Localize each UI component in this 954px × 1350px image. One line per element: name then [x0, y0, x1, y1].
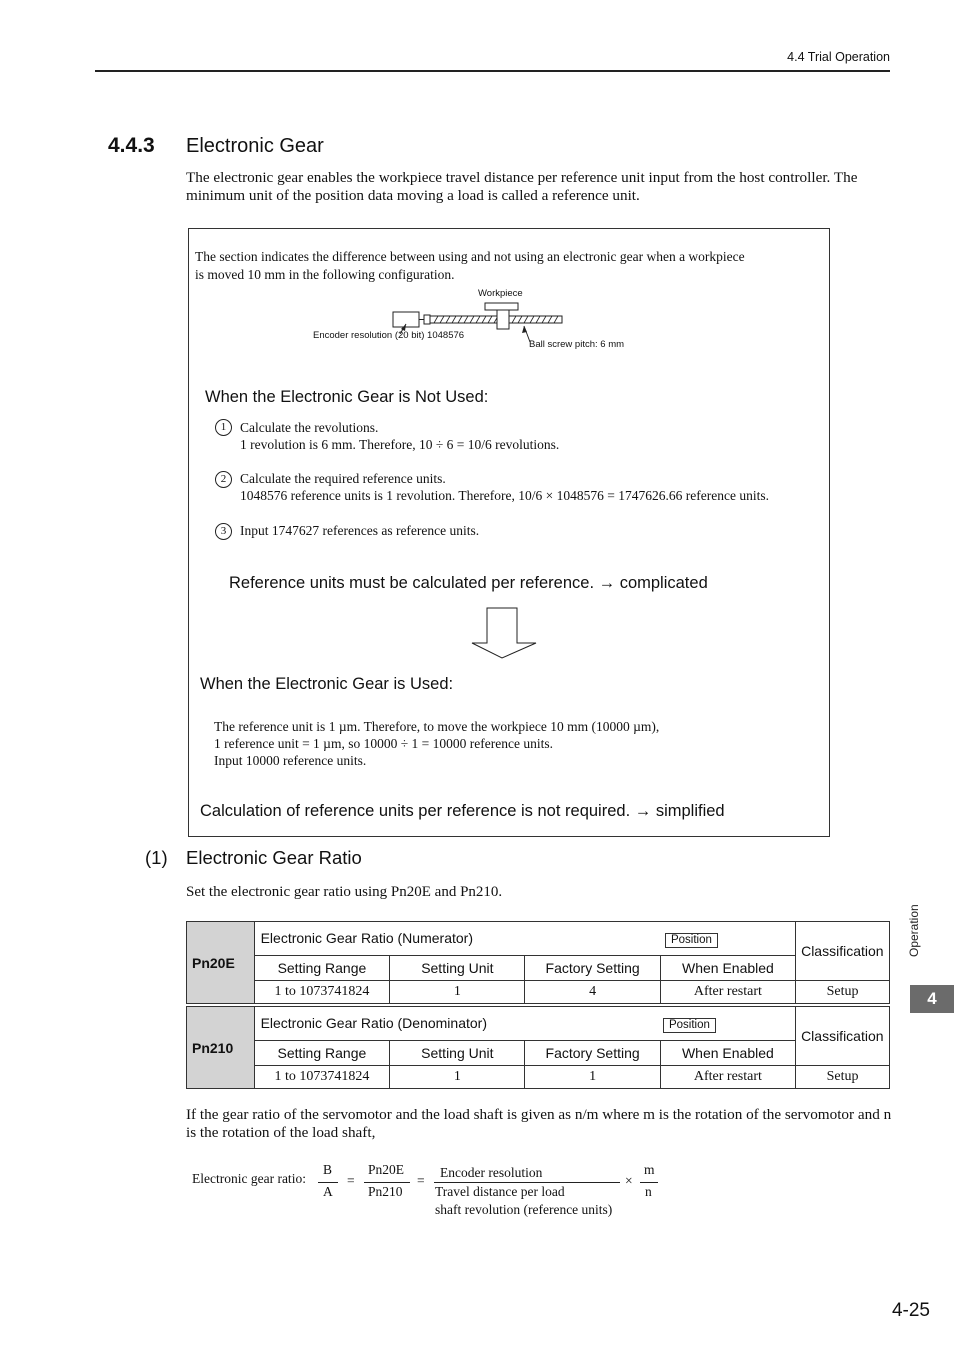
- step-2-text: [240, 470, 769, 504]
- value-setting-range: 1 to 1073741824: [254, 1066, 390, 1089]
- coupling-shape: [424, 315, 430, 324]
- header-setting-range: Setting Range: [254, 956, 390, 981]
- section-number: 4.4.3: [108, 134, 155, 157]
- used-text: [214, 718, 659, 769]
- formula-pn210: Pn210: [368, 1184, 403, 1199]
- used-line3: Input 10000 reference units.: [214, 753, 367, 768]
- classification-label: Classification: [796, 922, 890, 981]
- page-number: 4-25: [891, 1300, 930, 1321]
- used-heading: When the Electronic Gear is Used:: [200, 675, 454, 693]
- used-callout: Calculation of reference units per reference is not required. → simplified: [200, 802, 725, 820]
- step-3-number: 3: [215, 523, 232, 540]
- position-badge: Position: [665, 933, 718, 948]
- header-setting-unit: Setting Unit: [390, 956, 525, 981]
- value-classification: Setup: [796, 1066, 890, 1089]
- gear-ratio-explanation: If the gear ratio of the servomotor and the load shaft is given as n/m where m is the rotation of the servomotor and n is the rotation of the load shaft,: [186, 1106, 892, 1141]
- param-name: Electronic Gear Ratio (Numerator): [260, 929, 473, 946]
- header-when-enabled: When Enabled: [660, 1041, 795, 1066]
- position-badge: Position: [663, 1018, 716, 1033]
- header-setting-unit: Setting Unit: [390, 1041, 525, 1066]
- formula-eq-2: =: [417, 1173, 425, 1188]
- step-2-line2: 1048576 reference units is 1 revolution. Therefore, 10/6 × 1048576 = 1747626.66 reference units.: [240, 488, 769, 503]
- formula-n: n: [645, 1184, 652, 1199]
- step-2-number: 2: [215, 471, 232, 488]
- header-rule: [95, 70, 890, 72]
- running-header: 4.4 Trial Operation: [787, 50, 890, 64]
- param-table-pn20e: [186, 921, 890, 1004]
- subsection-number: (1): [145, 847, 168, 868]
- fraction-bar-ba: [318, 1182, 338, 1183]
- header-setting-range: Setting Range: [254, 1041, 390, 1066]
- step-1-line1: Calculate the revolutions.: [240, 420, 379, 435]
- step-2-line1: Calculate the required reference units.: [240, 471, 446, 486]
- workpiece-label: Workpiece: [478, 288, 523, 299]
- down-arrow-icon: [470, 606, 542, 662]
- subsection-title: Electronic Gear Ratio: [186, 847, 362, 868]
- pitch-label: Ball screw pitch: 6 mm: [529, 339, 625, 350]
- param-code: Pn20E: [187, 922, 255, 1004]
- pitch-arrowhead: [522, 326, 527, 333]
- encoder-label: Encoder resolution (20 bit) 1048576: [313, 330, 465, 341]
- param-table-pn210: [186, 1006, 890, 1089]
- fraction-bar-pn: [364, 1182, 410, 1183]
- step-1-line2: 1 revolution is 6 mm. Therefore, 10 ÷ 6 = 10/6 revolutions.: [240, 437, 560, 452]
- fraction-bar-encoder: [434, 1182, 620, 1183]
- not-used-callout: Reference units must be calculated per reference. → complicated: [229, 574, 708, 592]
- section-title: Electronic Gear: [186, 135, 324, 157]
- formula-m: m: [644, 1162, 655, 1177]
- value-when-enabled: After restart: [660, 981, 795, 1004]
- workpiece-table-shape: [485, 303, 518, 310]
- value-factory-setting: 1: [525, 1066, 660, 1089]
- formula-eq-1: =: [347, 1173, 355, 1188]
- value-setting-unit: 1: [390, 1066, 525, 1089]
- header-when-enabled: When Enabled: [660, 956, 795, 981]
- workpiece-nut-shape: [497, 310, 509, 329]
- classification-label: Classification: [796, 1007, 890, 1066]
- formula-b: B: [323, 1162, 333, 1177]
- not-used-heading: When the Electronic Gear is Not Used:: [205, 388, 489, 406]
- formula-label: Electronic gear ratio:: [192, 1171, 306, 1186]
- formula-times: ×: [625, 1173, 633, 1188]
- value-setting-unit: 1: [390, 981, 525, 1004]
- formula-travel-line2: shaft revolution (reference units): [435, 1202, 613, 1217]
- value-when-enabled: After restart: [660, 1066, 795, 1089]
- formula-pn20e: Pn20E: [368, 1162, 405, 1177]
- side-chapter-label: [902, 895, 924, 957]
- param-code: Pn210: [187, 1007, 255, 1089]
- step-3-text: Input 1747627 references as reference units.: [240, 523, 480, 538]
- chapter-tab: 4: [910, 985, 954, 1013]
- subsection-text: Set the electronic gear ratio using Pn20E and Pn210.: [186, 884, 503, 900]
- side-label-text: Operation: [907, 904, 921, 957]
- step-1-text: [240, 419, 559, 453]
- section-intro: The electronic gear enables the workpiece travel distance per reference unit input from the host controller. The minimum unit of the position data moving a load is called a reference unit.: [186, 169, 858, 204]
- param-name-cell: [254, 922, 796, 956]
- value-setting-range: 1 to 1073741824: [254, 981, 390, 1004]
- formula-encoder-resolution: Encoder resolution: [440, 1165, 543, 1180]
- param-name: Electronic Gear Ratio (Denominator): [260, 1014, 487, 1031]
- used-line2: 1 reference unit = 1 µm, so 10000 ÷ 1 = 10000 reference units.: [214, 736, 553, 751]
- formula-travel-line1: Travel distance per load: [435, 1184, 565, 1199]
- fraction-bar-mn: [640, 1182, 658, 1183]
- box-intro: The section indicates the difference between using and not using an electronic gear when a workpiece is moved 10 mm in the following configuration.: [195, 249, 745, 282]
- value-classification: Setup: [796, 981, 890, 1004]
- step-1-number: 1: [215, 419, 232, 436]
- formula-a: A: [323, 1184, 333, 1199]
- value-factory-setting: 4: [525, 981, 660, 1004]
- param-name-cell: [254, 1007, 796, 1041]
- used-line1: The reference unit is 1 µm. Therefore, to move the workpiece 10 mm (10000 µm),: [214, 719, 660, 734]
- header-factory-setting: Factory Setting: [525, 956, 660, 981]
- header-factory-setting: Factory Setting: [525, 1041, 660, 1066]
